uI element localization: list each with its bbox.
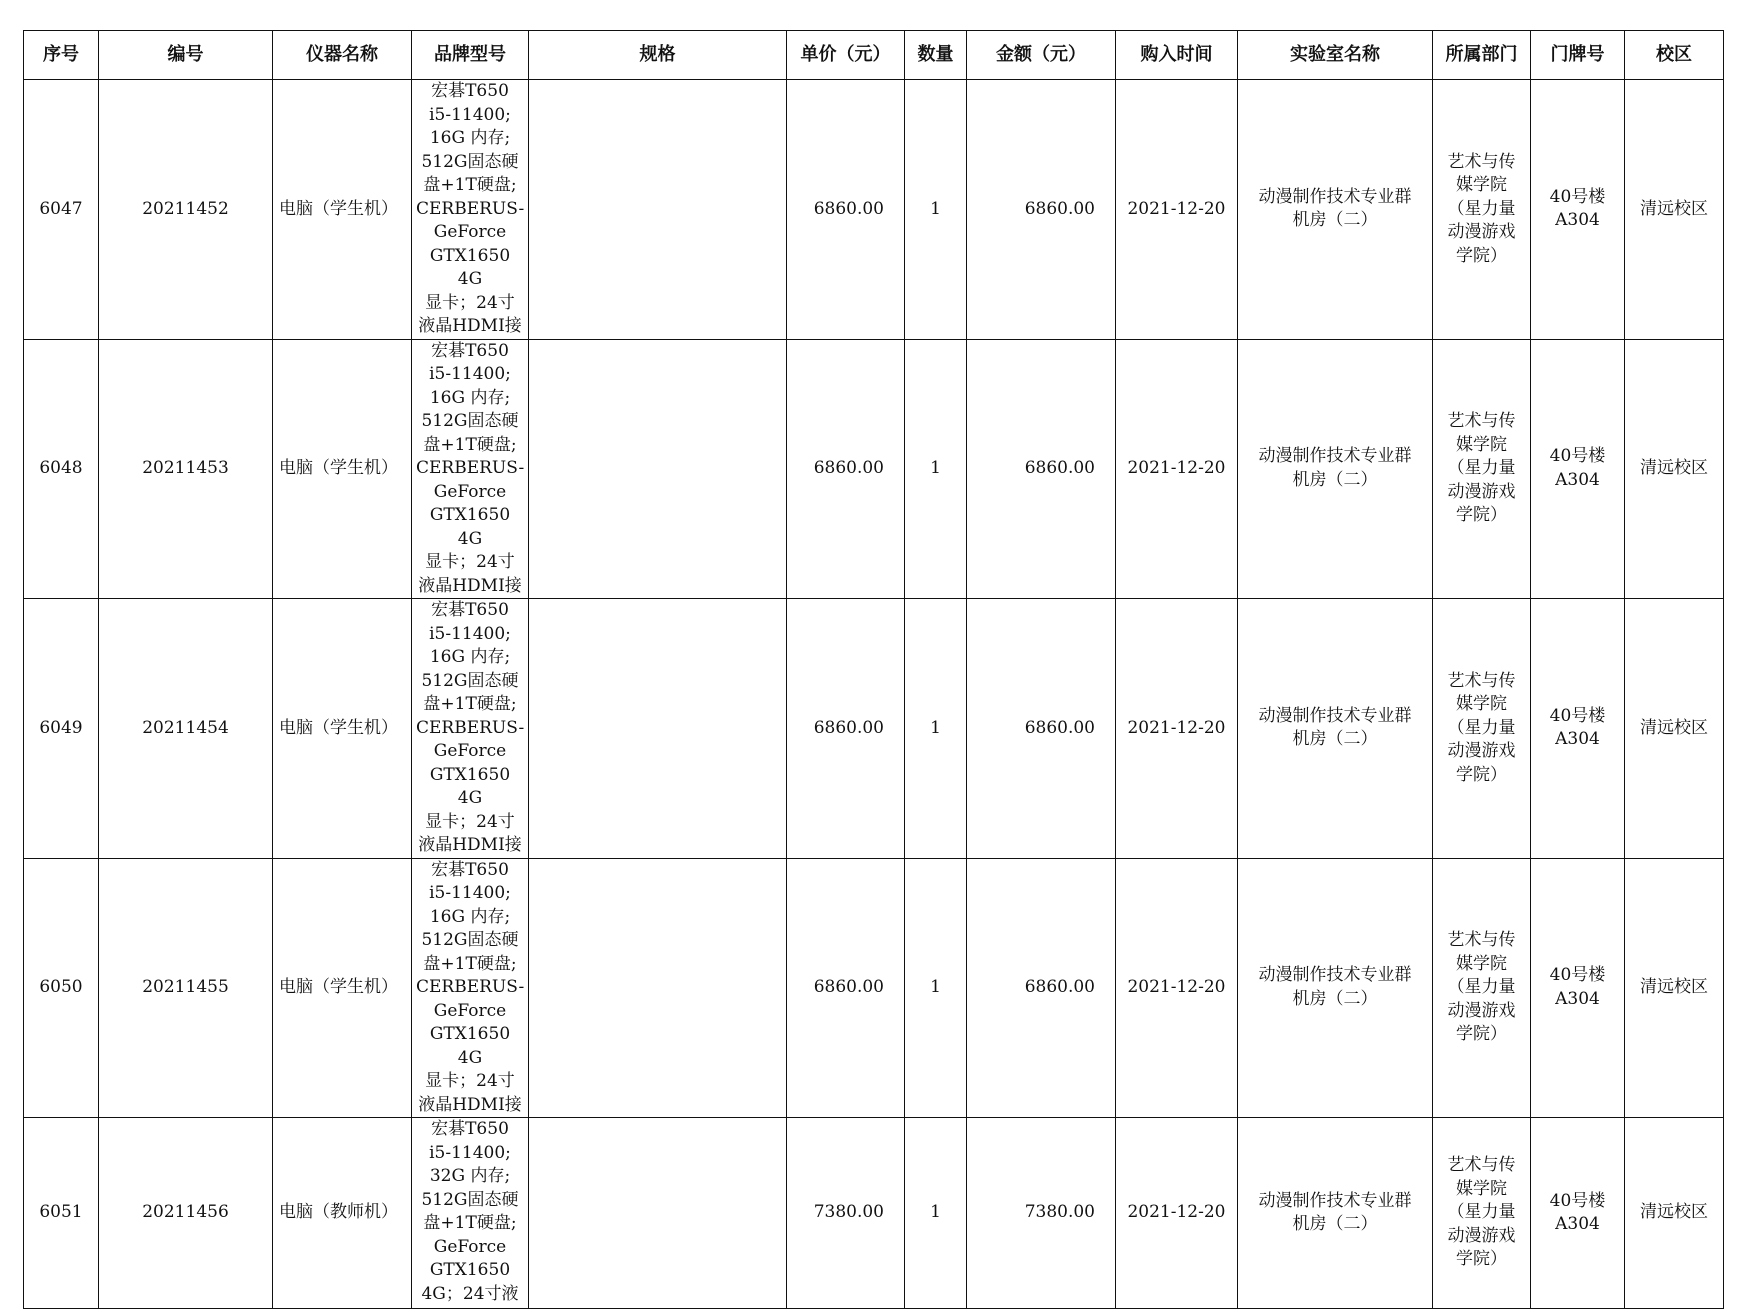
header-code: 编号 [99,31,273,80]
cell-spec [529,80,787,340]
header-name: 仪器名称 [273,31,412,80]
cell-door [1531,858,1625,1118]
cell-dept-line: 媒学院 [1456,1178,1507,1199]
cell-dept-line: 媒学院 [1456,434,1507,455]
cell-lab [1238,599,1433,859]
cell-campus: 清远校区 [1625,599,1724,859]
cell-door-line: 40号楼 [1549,446,1606,467]
table-row [24,339,1724,599]
cell-lab [1238,80,1433,340]
model-line: CERBERUS- [416,458,525,478]
cell-dept-line: （星力量 [1447,717,1516,738]
cell-price: 7380.00 [787,1118,905,1309]
cell-lab-line: 机房（二） [1292,210,1378,231]
cell-code: 20211456 [99,1118,273,1309]
model-line: i5-11400; [429,104,511,125]
cell-lab [1238,858,1433,1118]
model-line: GeForce [433,222,507,242]
cell-seq: 6051 [24,1118,99,1309]
header-door: 门牌号 [1531,31,1625,80]
model-line: 32G 内存; [429,1166,511,1186]
cell-campus: 清远校区 [1625,1118,1724,1309]
cell-name: 电脑（学生机） [273,599,412,859]
cell-spec [529,1118,787,1309]
cell-lab-line: 动漫制作技术专业群 [1258,1190,1412,1211]
cell-amount: 6860.00 [967,858,1116,1118]
cell-dept [1433,858,1531,1118]
cell-dept-line: 动漫游戏 [1447,1000,1516,1021]
model-line: 盘+1T硬盘; [423,434,517,455]
model-line: 盘+1T硬盘; [423,1213,517,1233]
equipment-table [23,30,1724,1309]
cell-campus: 清远校区 [1625,80,1724,340]
cell-dept [1433,339,1531,599]
header-seq: 序号 [24,31,99,80]
cell-amount: 6860.00 [967,599,1116,859]
cell-model [412,339,529,599]
model-line: CERBERUS- [416,198,525,219]
cell-name: 电脑（学生机） [273,80,412,340]
cell-door-line: A304 [1555,469,1600,490]
cell-dept-line: 艺术与传 [1447,670,1516,691]
cell-seq: 6047 [24,80,99,340]
model-line: i5-11400; [429,883,511,903]
cell-model [412,80,529,340]
model-line: GTX1650 [429,1260,511,1280]
cell-code: 20211452 [99,80,273,340]
cell-price: 6860.00 [787,80,905,340]
cell-dept-line: （星力量 [1447,1202,1516,1223]
cell-dept-line: 学院） [1456,764,1507,785]
model-line: 512G固态硬 [421,670,519,691]
cell-dept-line: 艺术与传 [1447,930,1516,950]
model-line: i5-11400; [429,623,511,644]
model-line: 液晶HDMI接 [418,835,522,855]
model-text [412,340,528,599]
cell-lab-line: 动漫制作技术专业群 [1258,705,1412,726]
cell-price: 6860.00 [787,858,905,1118]
cell-door [1531,599,1625,859]
model-text [412,599,528,858]
cell-lab [1238,339,1433,599]
model-line: 宏碁T650 [431,340,509,361]
cell-qty: 1 [905,339,967,599]
model-line: 宏碁T650 [431,1119,509,1139]
model-line: 盘+1T硬盘; [423,694,517,714]
cell-dept-line: 学院） [1456,505,1507,525]
cell-lab-line: 机房（二） [1292,988,1378,1009]
header-spec: 规格 [529,31,787,80]
cell-seq: 6048 [24,339,99,599]
model-line: 16G 内存; [429,128,511,148]
cell-date: 2021-12-20 [1116,858,1238,1118]
model-line: 液晶HDMI接 [418,1094,522,1115]
model-line: GeForce [433,1236,507,1257]
cell-dept-line: 学院） [1456,1249,1507,1270]
cell-code: 20211455 [99,858,273,1118]
cell-door-line: 40号楼 [1549,186,1606,207]
model-line: 液晶HDMI接 [418,575,522,596]
cell-dept-line: 动漫游戏 [1447,741,1516,761]
cell-dept-line: 媒学院 [1456,953,1507,974]
cell-door [1531,80,1625,340]
cell-campus: 清远校区 [1625,339,1724,599]
cell-door-line: 40号楼 [1549,705,1606,726]
header-date: 购入时间 [1116,31,1238,80]
cell-dept-line: 动漫游戏 [1447,1225,1516,1246]
model-line: 盘+1T硬盘; [423,953,517,974]
model-line: 512G固态硬 [421,411,519,431]
cell-spec [529,599,787,859]
cell-door-line: A304 [1555,1214,1600,1234]
cell-name: 电脑（学生机） [273,339,412,599]
cell-code: 20211453 [99,339,273,599]
table-row [24,858,1724,1118]
model-line: 显卡；24寸 [425,811,515,832]
model-line: 16G 内存; [429,647,511,667]
cell-dept-line: 学院） [1456,1024,1507,1044]
table-row [24,1118,1724,1309]
cell-lab-line: 机房（二） [1292,729,1378,750]
model-line: CERBERUS- [416,717,525,738]
cell-door-line: A304 [1555,729,1600,750]
cell-dept-line: （星力量 [1447,458,1516,478]
model-line: 16G 内存; [429,387,511,408]
header-lab: 实验室名称 [1238,31,1433,80]
cell-lab-line: 机房（二） [1292,1214,1378,1234]
model-line: 4G；24寸液 [421,1283,519,1304]
cell-seq: 6050 [24,858,99,1118]
cell-lab-line: 动漫制作技术专业群 [1258,965,1412,986]
header-qty: 数量 [905,31,967,80]
cell-amount: 6860.00 [967,80,1116,340]
model-line: 宏碁T650 [431,600,509,620]
cell-dept-line: 媒学院 [1456,694,1507,714]
cell-amount: 7380.00 [967,1118,1116,1309]
model-line: 512G固态硬 [421,151,519,172]
model-line: 盘+1T硬盘; [423,175,517,195]
model-line: GTX1650 4G [429,1024,511,1068]
header-dept: 所属部门 [1433,31,1531,80]
model-line: 显卡；24寸 [425,1071,515,1091]
cell-dept-line: 媒学院 [1456,175,1507,195]
model-line: GeForce [433,481,507,502]
cell-model [412,1118,529,1309]
model-line: 宏碁T650 [431,81,509,101]
cell-dept-line: 艺术与传 [1447,411,1516,431]
model-line: 显卡；24寸 [425,292,515,313]
cell-dept [1433,80,1531,340]
cell-spec [529,858,787,1118]
cell-model [412,599,529,859]
header-model: 品牌型号 [412,31,529,80]
cell-qty: 1 [905,599,967,859]
cell-door-line: 40号楼 [1549,965,1606,986]
cell-price: 6860.00 [787,339,905,599]
cell-qty: 1 [905,858,967,1118]
model-text [412,80,528,339]
model-line: 显卡；24寸 [425,552,515,572]
cell-dept [1433,1118,1531,1309]
cell-code: 20211454 [99,599,273,859]
cell-date: 2021-12-20 [1116,599,1238,859]
model-line: 512G固态硬 [421,1189,519,1210]
cell-seq: 6049 [24,599,99,859]
model-line: 512G固态硬 [421,930,519,950]
cell-dept-line: 动漫游戏 [1447,481,1516,502]
table-row [24,80,1724,340]
model-line: 宏碁T650 [431,859,509,880]
cell-dept-line: 动漫游戏 [1447,222,1516,242]
model-line: GTX1650 4G [429,245,511,289]
header-row [24,31,1724,80]
cell-lab-line: 动漫制作技术专业群 [1258,446,1412,467]
cell-name: 电脑（学生机） [273,858,412,1118]
cell-dept-line: 学院） [1456,245,1507,266]
cell-date: 2021-12-20 [1116,339,1238,599]
model-text [412,1118,528,1308]
table-body [24,80,1724,1309]
cell-lab-line: 机房（二） [1292,469,1378,490]
cell-spec [529,339,787,599]
cell-price: 6860.00 [787,599,905,859]
model-line: GeForce [433,741,507,761]
model-line: i5-11400; [429,1142,511,1163]
cell-lab [1238,1118,1433,1309]
model-line: GTX1650 4G [429,764,511,808]
cell-name: 电脑（教师机） [273,1118,412,1309]
cell-door [1531,1118,1625,1309]
cell-qty: 1 [905,80,967,340]
cell-door-line: A304 [1555,210,1600,231]
cell-door-line: A304 [1555,988,1600,1009]
cell-lab-line: 动漫制作技术专业群 [1258,186,1412,207]
table-row [24,599,1724,859]
cell-campus: 清远校区 [1625,858,1724,1118]
model-line: GeForce [433,1000,507,1021]
header-amount: 金额（元） [967,31,1116,80]
cell-amount: 6860.00 [967,339,1116,599]
cell-dept [1433,599,1531,859]
model-line: 液晶HDMI接 [418,316,522,336]
cell-dept-line: （星力量 [1447,977,1516,997]
table-header [24,31,1724,80]
cell-qty: 1 [905,1118,967,1309]
model-line: CERBERUS- [416,977,525,997]
cell-dept-line: 艺术与传 [1447,1155,1516,1176]
cell-date: 2021-12-20 [1116,1118,1238,1309]
cell-date: 2021-12-20 [1116,80,1238,340]
model-text [412,859,528,1118]
model-line: GTX1650 4G [429,505,511,549]
cell-dept-line: 艺术与传 [1447,151,1516,172]
cell-door-line: 40号楼 [1549,1190,1606,1211]
model-line: 16G 内存; [429,906,511,927]
cell-model [412,858,529,1118]
model-line: i5-11400; [429,364,511,384]
header-price: 单价（元） [787,31,905,80]
cell-dept-line: （星力量 [1447,198,1516,219]
cell-door [1531,339,1625,599]
header-campus: 校区 [1625,31,1724,80]
